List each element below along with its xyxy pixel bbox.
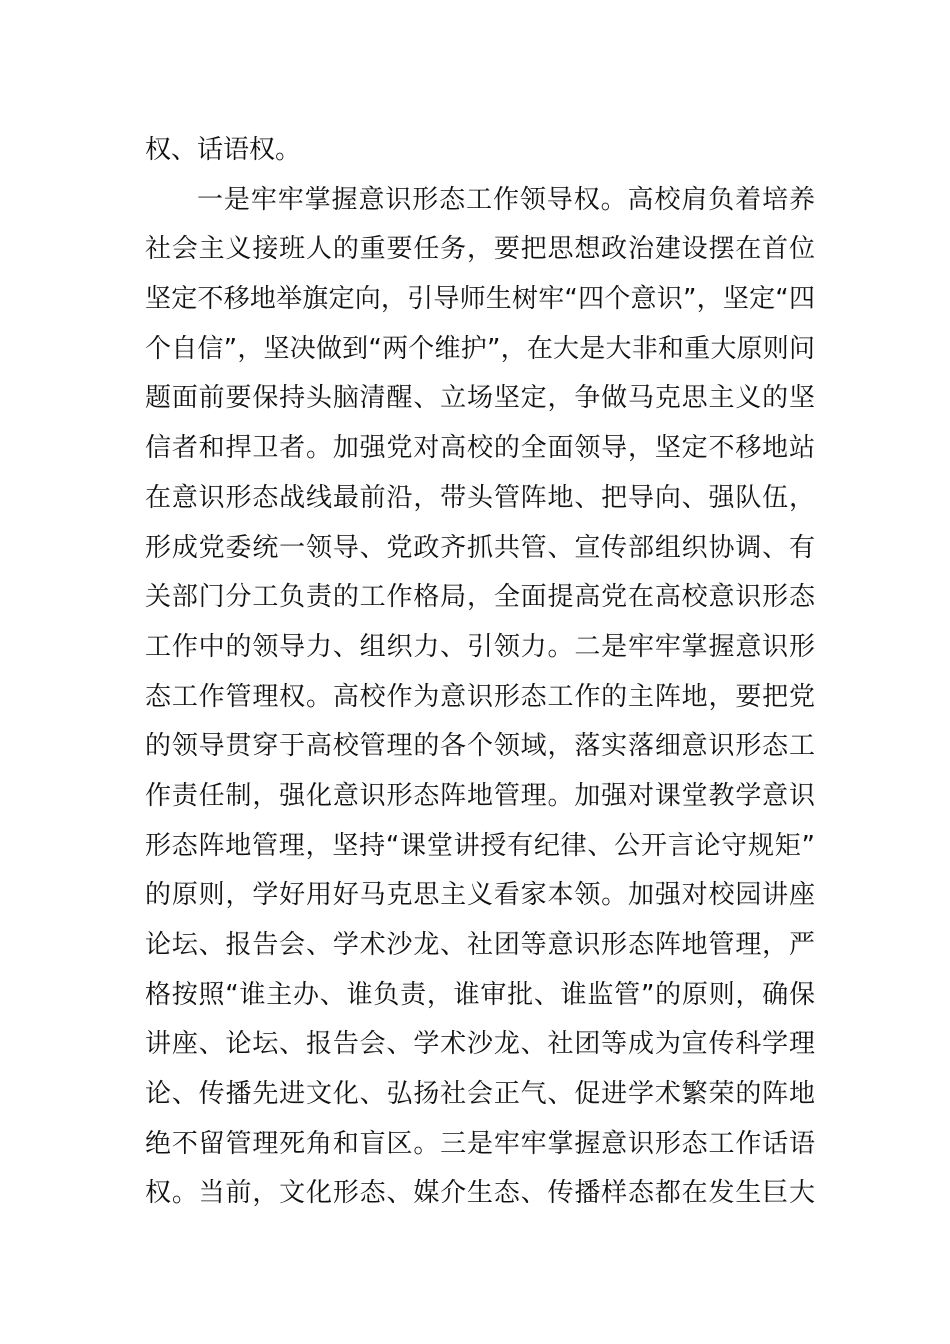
text-line: 在意识形态战线最前沿，带头管阵地、把导向、强队伍， [145, 482, 815, 513]
body-text [145, 126, 815, 1219]
text-line: 讲座、论坛、报告会、学术沙龙、社团等成为宣传科学理 [145, 1029, 815, 1060]
text-line: 论坛、报告会、学术沙龙、社团等意识形态阵地管理，严 [145, 930, 815, 960]
text-line: 题面前要保持头脑清醒、立场坚定，争做马克思主义的坚 [145, 383, 815, 414]
text-line: 权。当前，文化形态、媒介生态、传播样态都在发生巨大 [145, 1178, 815, 1209]
text-line: 关部门分工负责的工作格局，全面提高党在高校意识形态 [145, 582, 815, 613]
text-line: 绝不留管理死角和盲区。三是牢牢掌握意识形态工作话语 [145, 1128, 815, 1159]
text-line: 形态阵地管理，坚持“课堂讲授有纪律、公开言论守规矩” [145, 830, 815, 861]
text-line: 个自信”，坚决做到“两个维护”，在大是大非和重大原则问 [145, 333, 815, 364]
text-line: 的原则，学好用好马克思主义看家本领。加强对校园讲座 [145, 880, 815, 911]
text-line: 的领导贯穿于高校管理的各个领域，落实落细意识形态工 [145, 731, 815, 762]
text-line: 形成党委统一领导、党政齐抓共管、宣传部组织协调、有 [145, 532, 815, 563]
text-line: 社会主义接班人的重要任务，要把思想政治建设摆在首位 [145, 234, 815, 265]
text-line: 权、话语权。 [145, 135, 302, 165]
text-line: 工作中的领导力、组织力、引领力。二是牢牢掌握意识形 [145, 631, 815, 662]
text-line: 论、传播先进文化、弘扬社会正气、促进学术繁荣的阵地 [145, 1079, 815, 1110]
text-line: 坚定不移地举旗定向，引导师生树牢“四个意识”，坚定“四 [145, 284, 815, 315]
text-line: 一是牢牢掌握意识形态工作领导权。高校肩负着培养 [197, 184, 815, 215]
text-line: 作责任制，强化意识形态阵地管理。加强对课堂教学意识 [145, 780, 815, 811]
text-line: 态工作管理权。高校作为意识形态工作的主阵地，要把党 [145, 681, 815, 712]
text-line: 格按照“谁主办、谁负责，谁审批、谁监管”的原则，确保 [145, 979, 815, 1010]
text-line: 信者和捍卫者。加强党对高校的全面领导，坚定不移地站 [145, 433, 815, 464]
